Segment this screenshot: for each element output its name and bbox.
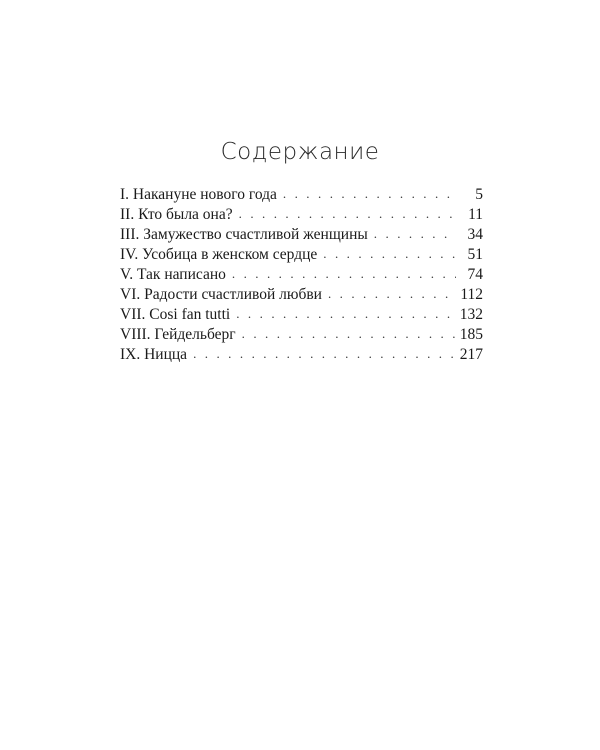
- toc-entry-page: 74: [467, 266, 483, 283]
- toc-entry-label: VII. Cosi fan tutti: [120, 306, 231, 323]
- toc-title: Содержание: [220, 139, 380, 165]
- toc-entry-page: 5: [475, 186, 483, 203]
- toc-list: [120, 185, 483, 365]
- toc-entry-label: VIII. Гейдельберг: [120, 326, 236, 343]
- toc-entry-label: III. Замужество счастливой женщины: [120, 226, 368, 243]
- toc-leader-dots: [328, 284, 456, 304]
- toc-entry-label: II. Кто была она?: [120, 206, 233, 223]
- toc-entry: [120, 225, 483, 245]
- toc-leader-dots: [193, 344, 456, 364]
- toc-leader-dots: [323, 244, 456, 264]
- toc-leader-dots: [239, 204, 456, 224]
- toc-leader-dots: [232, 264, 456, 284]
- toc-entry-page: 34: [467, 226, 483, 243]
- toc-entry: [120, 205, 483, 225]
- toc-entry-page: 217: [459, 346, 483, 363]
- toc-entry-label: IV. Усобица в женском сердце: [120, 246, 318, 263]
- toc-entry-label: IX. Ницца: [120, 346, 188, 363]
- toc-entry: [120, 285, 483, 305]
- toc-entry-label: V. Так написано: [120, 266, 226, 283]
- toc-entry-page: 112: [460, 286, 483, 303]
- toc-entry: [120, 245, 483, 265]
- toc-entry-page: 51: [467, 246, 483, 263]
- toc-leader-dots: [236, 304, 456, 324]
- toc-entry: [120, 185, 483, 205]
- toc-entry: [120, 325, 483, 345]
- toc-leader-dots: [374, 224, 456, 244]
- toc-entry-page: 132: [459, 306, 483, 323]
- toc-entry: [120, 265, 483, 285]
- toc-leader-dots: [242, 324, 456, 344]
- toc-entry: [120, 345, 483, 365]
- toc-entry-page: 11: [468, 206, 483, 223]
- toc-leader-dots: [283, 184, 456, 204]
- toc-entry: [120, 305, 483, 325]
- toc-entry-label: I. Накануне нового года: [120, 186, 277, 203]
- toc-entry-page: 185: [459, 326, 483, 343]
- toc-entry-label: VI. Радости счастливой любви: [120, 286, 322, 303]
